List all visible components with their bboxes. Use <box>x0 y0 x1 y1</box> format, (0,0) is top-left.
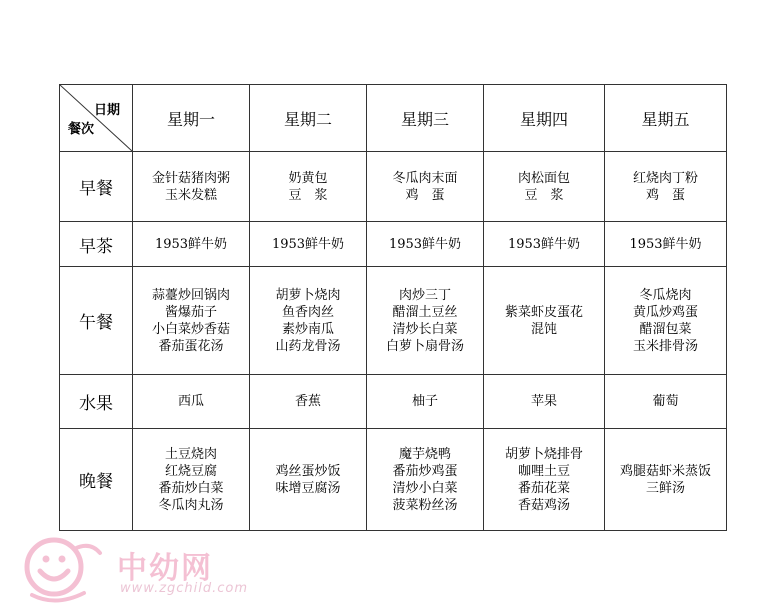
meal-row <box>60 267 727 375</box>
dish-item: 酱爆茄子 <box>164 304 217 320</box>
meal-row <box>60 429 727 531</box>
dish-item: 1953鲜牛奶 <box>388 236 462 252</box>
menu-cell <box>605 375 727 429</box>
meal-row <box>60 375 727 429</box>
dish-item: 1953鲜牛奶 <box>629 236 702 252</box>
dish-item: 黄瓜炒鸡蛋 <box>632 304 698 320</box>
dish-item: 紫菜虾皮蛋花 <box>504 304 583 320</box>
day-header-thu: 星期四 <box>484 85 605 152</box>
meal-label: 早餐 <box>60 152 133 222</box>
day-header-wed: 星期三 <box>367 85 484 152</box>
dish-item: 葡萄 <box>652 394 679 409</box>
dish-item: 柚子 <box>411 394 438 409</box>
dish-item: 鱼香肉丝 <box>281 304 334 320</box>
meal-row <box>60 152 727 222</box>
menu-cell <box>367 152 484 222</box>
dish-item: 红烧肉丁粉 <box>632 170 698 186</box>
corner-header <box>60 85 133 152</box>
menu-cell <box>484 152 605 222</box>
menu-cell <box>133 222 250 267</box>
dish-item: 三鲜汤 <box>645 480 685 496</box>
corner-meal-label: 餐次 <box>68 122 95 137</box>
dish-item: 魔芋烧鸭 <box>398 446 451 462</box>
meal-label: 水果 <box>60 375 133 429</box>
dish-item: 肉炒三丁 <box>398 287 451 303</box>
menu-cell <box>605 267 727 375</box>
dish-item: 清炒小白菜 <box>392 480 458 496</box>
dish-item: 土豆烧肉 <box>164 446 217 462</box>
dish-item: 香蕉 <box>294 394 321 409</box>
dish-item: 小白菜炒香菇 <box>151 321 230 337</box>
meal-label: 早茶 <box>60 222 133 267</box>
dish-item: 醋溜包菜 <box>639 321 692 337</box>
menu-cell <box>605 429 727 531</box>
header-row <box>60 85 727 152</box>
weekly-menu-table <box>59 84 727 531</box>
watermark-name: 中幼网 <box>117 551 213 586</box>
dish-item: 素炒南瓜 <box>281 321 334 337</box>
menu-cell <box>250 429 367 531</box>
dish-item: 醋溜土豆丝 <box>392 304 458 320</box>
dish-item: 山药龙骨汤 <box>275 338 341 354</box>
dish-item: 番茄蛋花汤 <box>158 338 224 354</box>
dish-item: 西瓜 <box>177 394 204 409</box>
menu-cell <box>367 375 484 429</box>
menu-cell <box>250 267 367 375</box>
menu-cell <box>367 429 484 531</box>
meal-row <box>60 222 727 267</box>
dish-item: 肉松面包 <box>517 170 570 186</box>
dish-item: 金针菇猪肉粥 <box>151 170 230 186</box>
dish-item: 蒜薹炒回锅肉 <box>151 287 230 303</box>
dish-item: 鸡 蛋 <box>405 187 445 203</box>
meal-label: 晚餐 <box>60 429 133 531</box>
menu-cell <box>250 222 367 267</box>
menu-cell <box>133 429 250 531</box>
smile-logo-icon <box>22 535 112 605</box>
dish-item: 1953鲜牛奶 <box>271 236 345 252</box>
menu-cell <box>484 429 605 531</box>
dish-item: 咖哩土豆 <box>517 463 570 479</box>
watermark-url: www.zgchild.com <box>120 581 249 596</box>
day-header-tue: 星期二 <box>250 85 367 152</box>
watermark <box>22 535 252 605</box>
menu-cell <box>133 375 250 429</box>
dish-item: 番茄花菜 <box>517 480 570 496</box>
dish-item: 红烧豆腐 <box>164 463 217 479</box>
dish-item: 鸡 蛋 <box>645 187 685 203</box>
dish-item: 混饨 <box>530 321 557 337</box>
dish-item: 冬瓜烧肉 <box>639 287 692 303</box>
menu-cell <box>484 375 605 429</box>
corner-day-label: 日期 <box>93 103 120 118</box>
dish-item: 胡萝卜烧排骨 <box>504 446 583 462</box>
dish-item: 清炒长白菜 <box>392 321 458 337</box>
dish-item: 菠菜粉丝汤 <box>392 497 458 513</box>
menu-cell <box>484 267 605 375</box>
dish-item: 香菇鸡汤 <box>517 497 570 513</box>
menu-cell <box>133 267 250 375</box>
dish-item: 豆 浆 <box>524 187 564 203</box>
dish-item: 1953鲜牛奶 <box>154 236 228 252</box>
menu-cell <box>367 267 484 375</box>
dish-item: 冬瓜肉丸汤 <box>158 497 224 513</box>
menu-cell <box>367 222 484 267</box>
menu-cell <box>605 222 727 267</box>
dish-item: 番茄炒鸡蛋 <box>392 463 458 479</box>
day-header-fri: 星期五 <box>605 85 727 152</box>
dish-item: 苹果 <box>530 394 557 409</box>
menu-cell <box>250 375 367 429</box>
menu-cell <box>605 152 727 222</box>
dish-item: 鸡腿菇虾米蒸饭 <box>619 463 711 479</box>
dish-item: 鸡丝蛋炒饭 <box>275 463 341 479</box>
dish-item: 白萝卜扇骨汤 <box>385 338 464 354</box>
menu-cell <box>484 222 605 267</box>
menu-cell <box>133 152 250 222</box>
dish-item: 玉米排骨汤 <box>632 338 698 354</box>
dish-item: 1953鲜牛奶 <box>507 236 581 252</box>
meal-label: 午餐 <box>60 267 133 375</box>
menu-cell <box>250 152 367 222</box>
dish-item: 味增豆腐汤 <box>275 480 341 496</box>
dish-item: 冬瓜肉末面 <box>392 170 458 186</box>
day-header-mon: 星期一 <box>133 85 250 152</box>
dish-item: 奶黄包 <box>288 170 328 186</box>
dish-item: 玉米发糕 <box>164 187 217 203</box>
dish-item: 番茄炒白菜 <box>158 480 224 496</box>
dish-item: 豆 浆 <box>288 187 328 203</box>
dish-item: 胡萝卜烧肉 <box>275 287 341 303</box>
